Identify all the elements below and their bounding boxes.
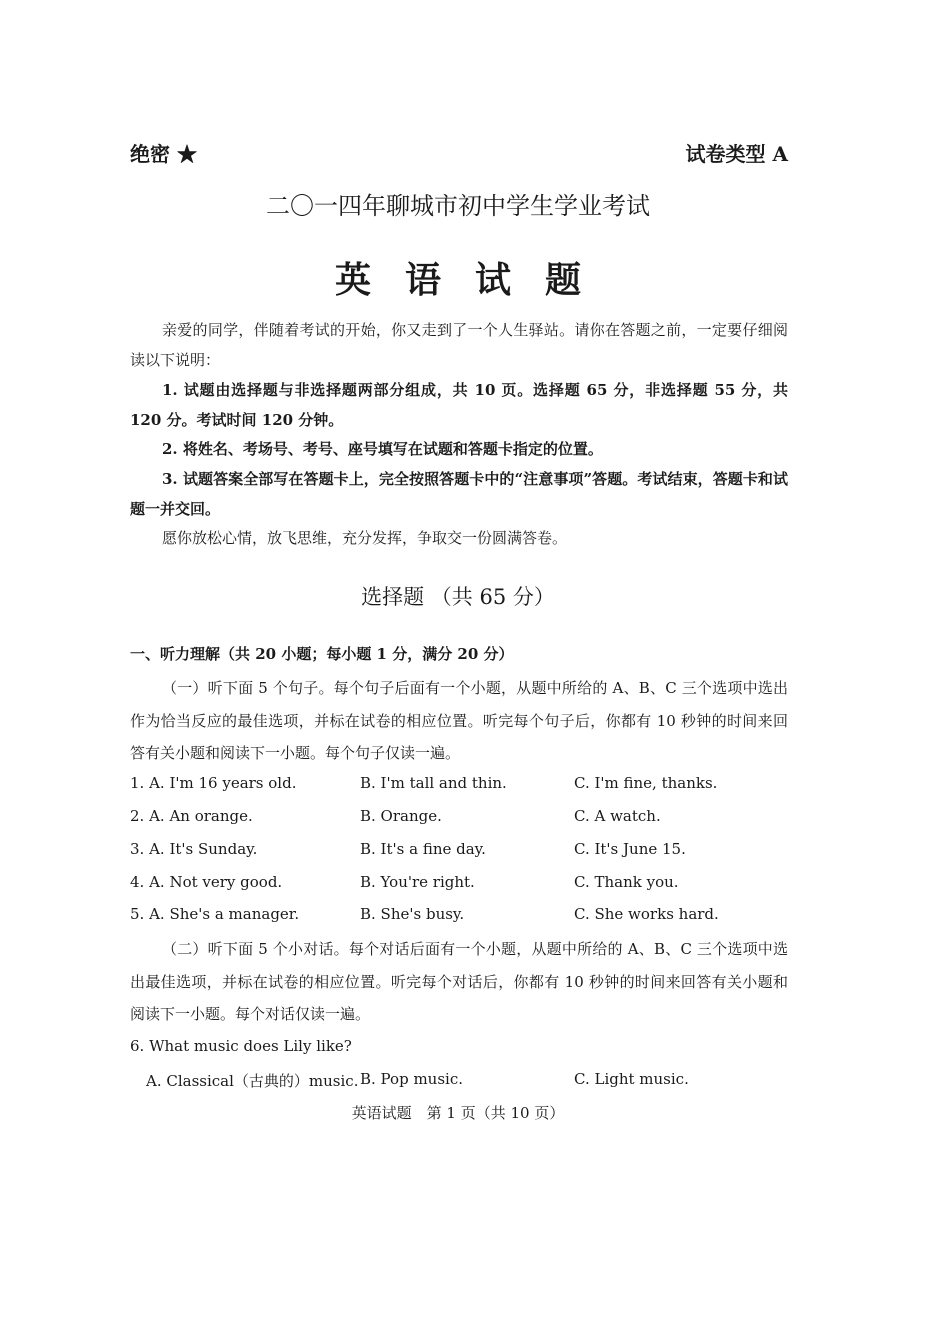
option-a: 4. A. Not very good. [130,873,283,891]
instruction-item-2: 2. 将姓名、考场号、考号、座号填写在试题和答题卡指定的位置。 [162,440,603,458]
option-a: 5. A. She's a manager. [130,905,300,923]
subject-title: 英语试题 [334,259,615,301]
option-b: B. Orange. [360,807,442,825]
option-c: C. A watch. [574,807,661,825]
sub-section-2-instruction: （二）听下面 5 个小对话。每个对话后面有一个小题，从题中所给的 A、B、C 三个选项中选出最佳选项，并标在试卷的相应位置。听完每个对话后，你都有 10 秒钟的时间来回答有关小题和阅读下一小题。每个对话仅读一遍。 [130,940,788,1023]
question-6-stem: 6. What music does Lily like? [130,1037,352,1055]
confidential-label: 绝密 ★ [130,142,197,166]
paper-type-label: 试卷类型 A [685,142,788,166]
option-a: A. Classical（古典的）music. [146,1072,359,1090]
option-b: B. She's busy. [360,905,465,923]
question-6-options [130,1070,790,1100]
question-row [130,873,790,905]
option-b: B. You're right. [360,873,475,891]
option-c: C. It's June 15. [574,840,686,858]
question-row [130,774,790,806]
option-c: C. I'm fine, thanks. [574,774,718,792]
option-c: C. Light music. [574,1070,689,1088]
part-one-title: 一、听力理解（共 20 小题；每小题 1 分，满分 20 分） [130,645,514,663]
option-b: B. I'm tall and thin. [360,774,507,792]
option-b: B. Pop music. [360,1070,463,1088]
question-row [130,807,790,839]
option-c: C. Thank you. [574,873,679,891]
instructions-greeting: 亲爱的同学，伴随着考试的开始，你又走到了一个人生驿站。请你在答题之前，一定要仔细阅读以下说明： [130,321,788,369]
instruction-item-3: 3. 试题答案全部写在答题卡上，完全按照答题卡中的“注意事项”答题。考试结束，答题卡和试题一并交回。 [130,470,788,518]
option-a: 3. A. It's Sunday. [130,840,258,858]
exam-title: 二〇一四年聊城市初中学生学业考试 [266,192,650,220]
instruction-item-1: 1. 试题由选择题与非选择题两部分组成，共 10 页。选择题 65 分，非选择题 55 分，共 120 分。考试时间 120 分钟。 [130,381,788,429]
option-a: 1. A. I'm 16 years old. [130,774,297,792]
option-b: B. It's a fine day. [360,840,486,858]
option-c: C. She works hard. [574,905,719,923]
option-a: 2. A. An orange. [130,807,253,825]
sub-section-1-instruction: （一）听下面 5 个句子。每个句子后面有一个小题，从题中所给的 A、B、C 三个选项中选出作为恰当反应的最佳选项，并标在试卷的相应位置。听完每个句子后，你都有 10 秒钟的时间来回答有关小题和阅读下一小题。每个句子仅读一遍。 [130,679,788,762]
section-title: 选择题 （共 65 分） [361,585,555,609]
instructions-wish: 愿你放松心情，放飞思维，充分发挥，争取交一份圆满答卷。 [162,529,568,547]
question-row [130,840,790,872]
page-footer: 英语试题 第 1 页（共 10 页） [351,1104,565,1122]
